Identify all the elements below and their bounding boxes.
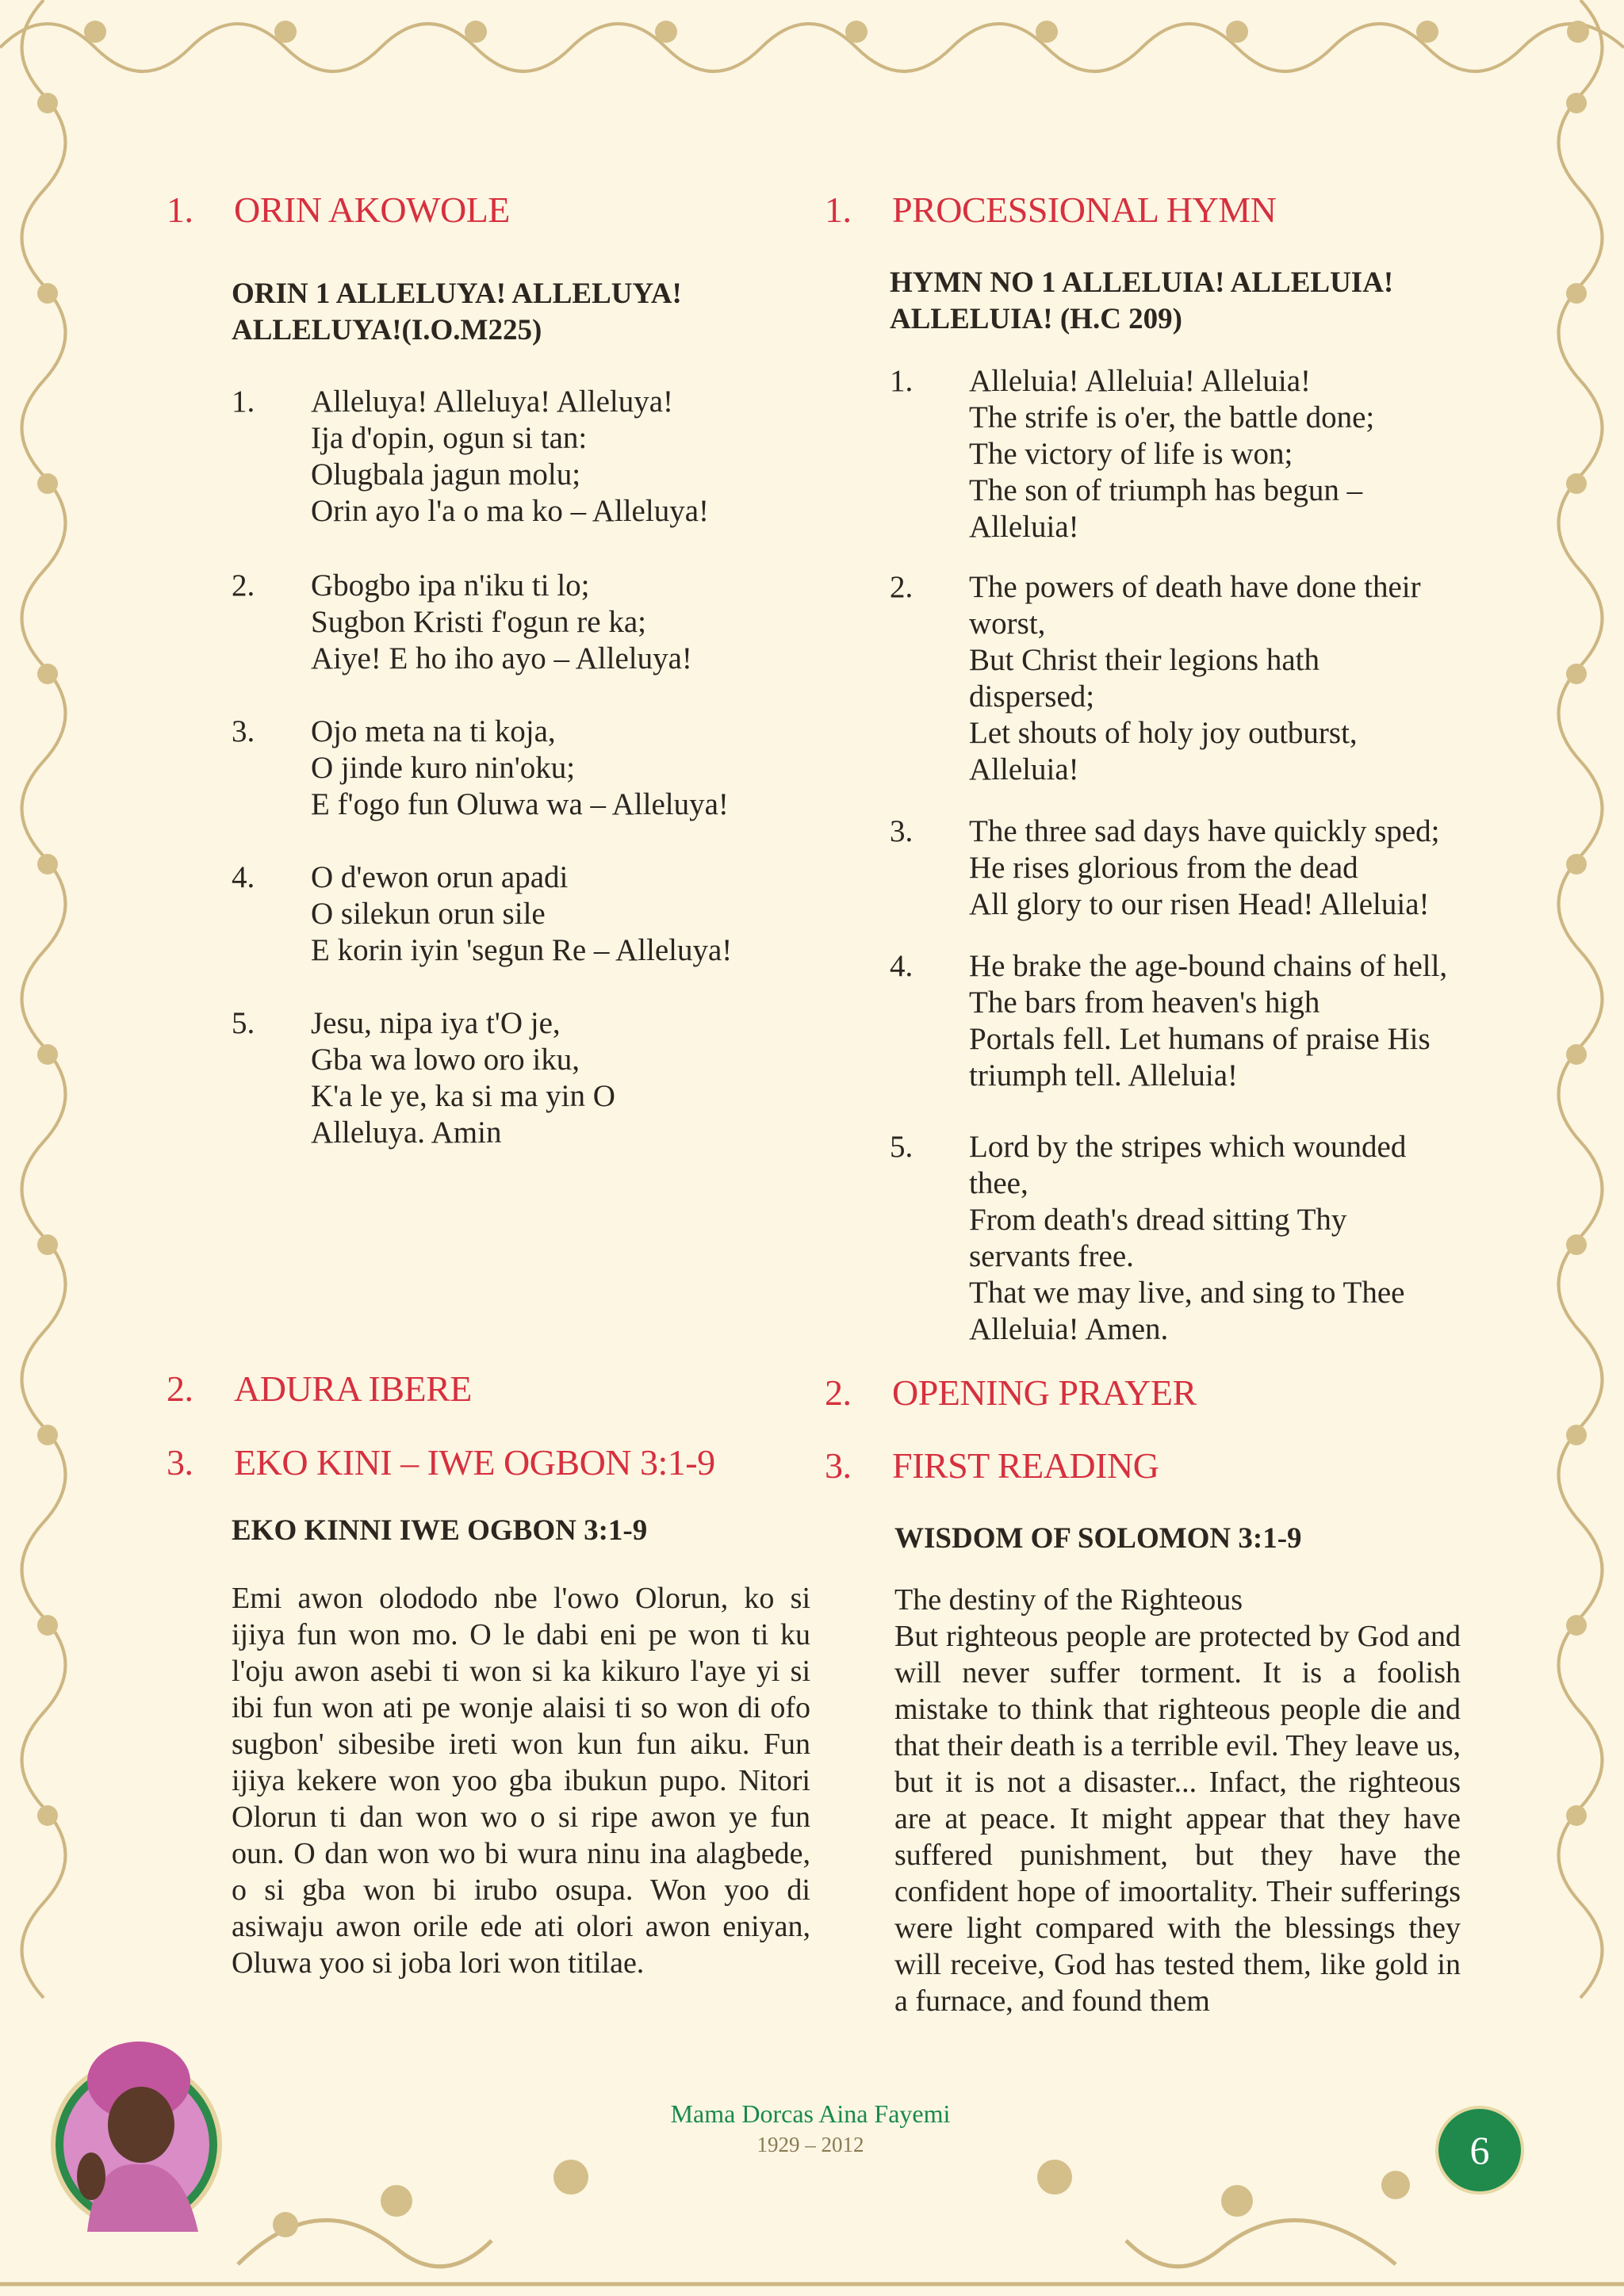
left-verse-3 [232,714,729,823]
left-verse-2 [232,568,692,677]
verse-number: 1. [232,385,255,419]
verse-line: The son of triumph has begun – [969,473,1363,507]
section-number: 3. [825,1445,852,1486]
verse-number: 2. [890,570,914,604]
right-reading-subtitle: WISDOM OF SOLOMON 3:1-9 [894,1522,1302,1555]
section-title: PROCESSIONAL HYMN [892,189,1277,230]
verse-line: dispersed; [969,679,1095,714]
verse-line: triumph tell. Alleluia! [969,1058,1239,1093]
verse-line: From death's dread sitting Thy [969,1203,1347,1237]
reading-intro: The destiny of the Righteous [894,1583,1243,1617]
right-verse-1 [890,363,1374,545]
verse-number: 1. [890,364,914,398]
verse-number: 2. [232,568,255,603]
top-floral-border [0,0,1624,87]
verse-line: O d'ewon orun apadi [311,860,569,894]
verse-line: Let shouts of holy joy outburst, [969,716,1358,750]
portrait-photo [48,2026,226,2236]
verse-number: 5. [232,1006,255,1040]
verse-line: The bars from heaven's high [969,985,1320,1020]
verse-line: Alleluia! [969,510,1079,544]
verse-line: thee, [969,1166,1028,1200]
verse-line: Lord by the stripes which wounded [969,1130,1407,1164]
verse-line: Portals fell. Let humans of praise His [969,1022,1431,1056]
verse-line: Sugbon Kristi f'ogun re ka; [311,605,646,639]
verse-number: 5. [890,1130,914,1164]
right-hymn-subtitle [890,265,1393,338]
left-hymn-heading [167,189,510,231]
verse-line: Alleluia! Amen. [969,1312,1169,1346]
verse-line: He rises glorious from the dead [969,851,1358,885]
section-title: OPENING PRAYER [892,1372,1197,1413]
right-verse-4 [890,948,1447,1094]
verse-line: Gba wa lowo oro iku, [311,1043,580,1077]
right-reading-heading [825,1445,1159,1487]
reading-paragraph: But righteous people are protected by God and will never suffer torment. It is a foolish mistake to think that righteous people die and that their death is a terrible evil. They leave us, but it is not a disaster... Infact, the righteous are at peace. It might appear that they have suffered punishment, but they have the confident hope of imoortality. Their sufferings were light compared with the blessings they will receive, God has tested them, like gold in a furnace, and found them [894,1620,1461,2018]
page-number: 6 [1435,2106,1524,2195]
verse-line: servants free. [969,1239,1134,1273]
verse-line: Ija d'opin, ogun si tan: [311,421,588,455]
section-number: 2. [825,1372,852,1413]
verse-number: 3. [890,814,914,848]
verse-line: Alleluya! Alleluya! Alleluya! [311,385,674,419]
verse-line: Alleluia! Alleluia! Alleluia! [969,364,1312,398]
verse-line: E korin iyin 'segun Re – Alleluya! [311,933,733,967]
reading-paragraph: Emi awon olododo nbe l'owo Olorun, ko si ijiya fun won mo. O le dabi eni pe won ti ku l'oju awon asebi ti won si ka kikuro l'aye yi si ibi fun won ati pe wonje alaisi ti so won di ofo sugbon' sibesibe ireti won kun fun aiku. Fun ijiya kekere won yoo gba ibukun pupo. Nitori Olorun ti dan won wo o si ripe awon ye fun oun. O dan won wo bi wura ninu ina alagbede, o si gba won bi irubo osupa. Won yoo di asiwaju awon orile ede ati olori awon eniyan, Oluwa yoo si joba lori won titilae. [232,1582,810,1980]
right-reading-text [894,1582,1461,2019]
verse-number: 4. [890,949,914,983]
section-number: 1. [825,189,852,230]
verse-line: Alleluia! [969,752,1079,786]
left-reading-subtitle: EKO KINNI IWE OGBON 3:1-9 [232,1514,648,1547]
right-verse-2 [890,569,1421,788]
section-title: ADURA IBERE [234,1368,472,1409]
memorial-years: 1929 – 2012 [756,2133,864,2156]
right-verse-3 [890,813,1439,923]
verse-line: E f'ogo fun Oluwa wa – Alleluya! [311,787,729,821]
verse-line: That we may live, and sing to Thee [969,1276,1405,1310]
section-number: 2. [167,1368,193,1409]
verse-line: The strife is o'er, the battle done; [969,400,1375,434]
verse-line: K'a le ye, ka si ma yin O [311,1079,615,1113]
verse-line: Aiye! E ho iho ayo – Alleluya! [311,641,692,675]
left-floral-border [0,0,87,2296]
verse-line: Gbogbo ipa n'iku ti lo; [311,568,590,603]
right-verse-5 [890,1129,1406,1348]
left-reading-text [232,1580,810,1981]
verse-number: 3. [232,714,255,748]
verse-line: The victory of life is won; [969,437,1293,471]
verse-line: The powers of death have done their [969,570,1421,604]
right-prayer-heading [825,1372,1197,1414]
subtitle-line: ALLELUYA!(I.O.M225) [232,314,542,346]
left-verse-1 [232,384,709,530]
section-title: FIRST READING [892,1445,1159,1486]
subtitle-line: HYMN NO 1 ALLELUIA! ALLELUIA! [890,266,1394,299]
section-number: 1. [167,189,193,230]
verse-line: Ojo meta na ti koja, [311,714,556,748]
verse-line: Olugbala jagun molu; [311,457,581,492]
section-number: 3. [167,1442,193,1483]
right-floral-border [1537,0,1624,2296]
verse-line: All glory to our risen Head! Alleluia! [969,887,1430,921]
left-verse-4 [232,859,732,969]
verse-line: worst, [969,607,1046,641]
subtitle-line: ALLELUIA! (H.C 209) [890,303,1182,335]
section-title: EKO KINI – IWE OGBON 3:1-9 [234,1442,715,1483]
section-title: ORIN AKOWOLE [234,189,510,230]
verse-line: Orin ayo l'a o ma ko – Alleluya! [311,494,709,528]
verse-line: Jesu, nipa iya t'O je, [311,1006,561,1040]
memorial-name: Mama Dorcas Aina Fayemi [670,2099,951,2128]
right-hymn-heading [825,189,1276,231]
verse-line: Alleluya. Amin [311,1115,502,1150]
verse-line: He brake the age-bound chains of hell, [969,949,1448,983]
verse-number: 4. [232,860,255,894]
verse-line: O silekun orun sile [311,897,546,931]
verse-line: The three sad days have quickly sped; [969,814,1440,848]
subtitle-line: ORIN 1 ALLELUYA! ALLELUYA! [232,277,682,310]
left-verse-5 [232,1005,615,1151]
left-hymn-subtitle [232,276,682,349]
left-prayer-heading [167,1368,472,1410]
verse-line: O jinde kuro nin'oku; [311,751,576,785]
left-reading-heading [167,1441,715,1483]
verse-line: But Christ their legions hath [969,643,1320,677]
